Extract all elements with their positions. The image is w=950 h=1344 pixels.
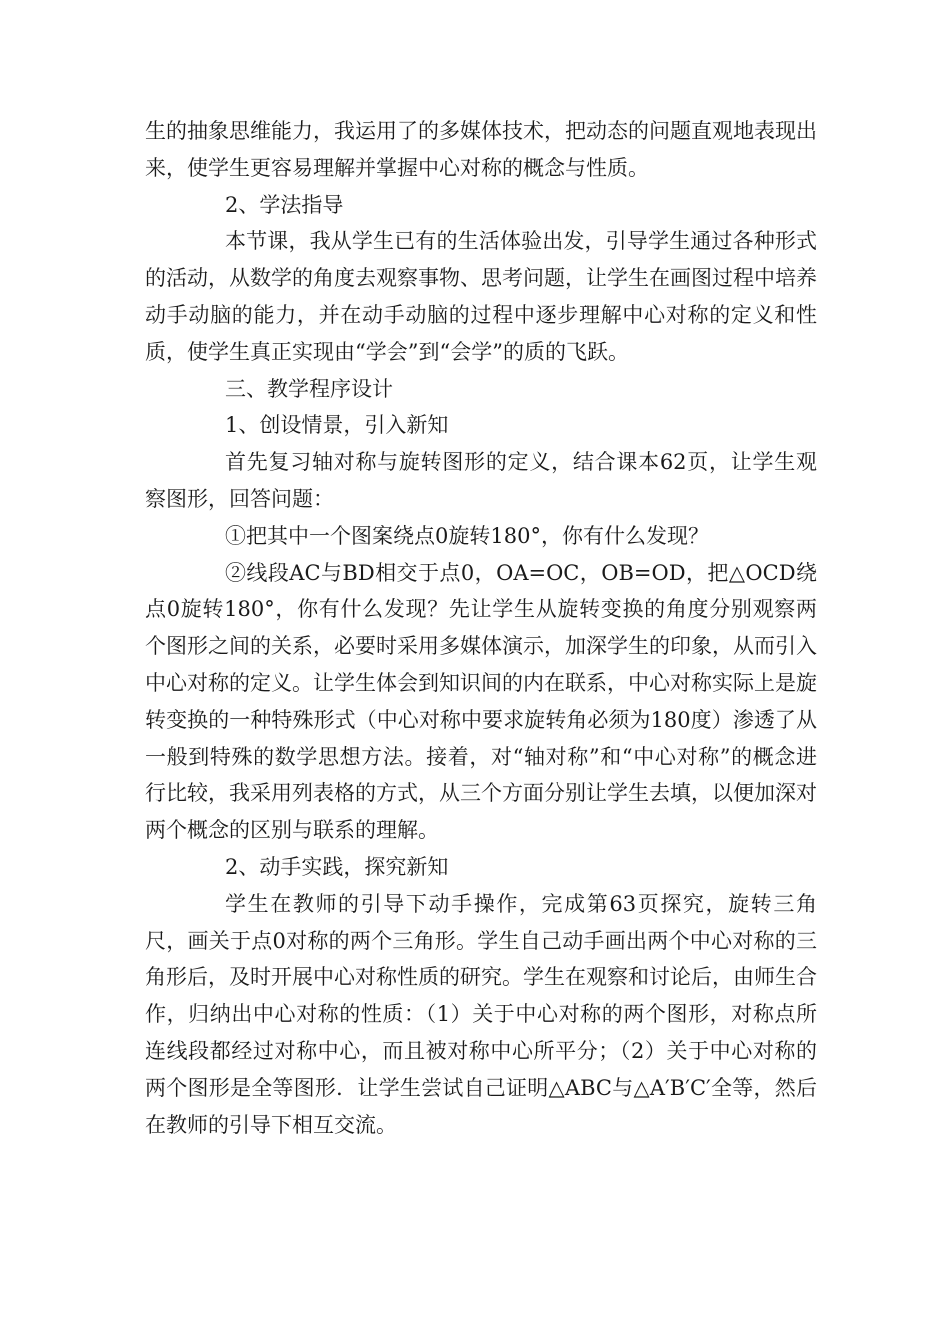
question-two: ②线段AC与BD相交于点0，OA=OC，OB=OD，把△OCD绕点0旋转180°，你有什么发现？先让学生从旋转变换的角度分别观察两个图形之间的关系，必要时采用多媒体演示，加深学生的印象，从而引入中心对称的定义。让学生体会到知识间的内在联系，中心对称实际上是旋转变换的一种特殊形式（中心对称中要求旋转角必须为180度）渗透了从一般到特殊的数学思想方法。接着，对“轴对称”和“中心对称”的概念进行比较，我采用列表格的方式，从三个方面分别让学生去填，以便加深对两个概念的区别与联系的理解。 bbox=[145, 560, 817, 843]
document-body bbox=[145, 113, 817, 1143]
paragraph-study-method: 本节课，我从学生已有的生活体验出发，引导学生通过各种形式的活动，从数学的角度去观察事物、思考问题，让学生在画图过程中培养动手动脑的能力，并在动手动脑的过程中逐步理解中心对称的定义和性质，使学生真正实现由“学会”到“会学”的质的飞跃。 bbox=[145, 229, 817, 364]
heading-create-scenario: 1、创设情景，引入新知 bbox=[225, 413, 449, 438]
heading-hands-on: 2、动手实践，探究新知 bbox=[225, 854, 449, 879]
question-one: ①把其中一个图案绕点0旋转180°，你有什么发现？ bbox=[225, 523, 709, 548]
paragraph-review: 首先复习轴对称与旋转图形的定义，结合课本62页，让学生观察图形，回答问题： bbox=[145, 450, 817, 511]
paragraph-hands-on: 学生在教师的引导下动手操作，完成第63页探究，旋转三角尺，画关于点0对称的两个三角形。学生自己动手画出两个中心对称的三角形后，及时开展中心对称性质的研究。学生在观察和讨论后，由师生合作，归纳出中心对称的性质：（1）关于中心对称的两个图形，对称点所连线段都经过对称中心，而且被对称中心所平分；（2）关于中心对称的两个图形是全等图形．让学生尝试自己证明△ABC与△A′B′C′全等，然后在教师的引导下相互交流。 bbox=[145, 891, 817, 1137]
heading-teaching-procedure: 三、教学程序设计 bbox=[225, 376, 393, 401]
paragraph-continuation: 生的抽象思维能力，我运用了的多媒体技术，把动态的问题直观地表现出来，使学生更容易理解并掌握中心对称的概念与性质。 bbox=[145, 119, 817, 180]
heading-study-method: 2、学法指导 bbox=[225, 192, 344, 217]
